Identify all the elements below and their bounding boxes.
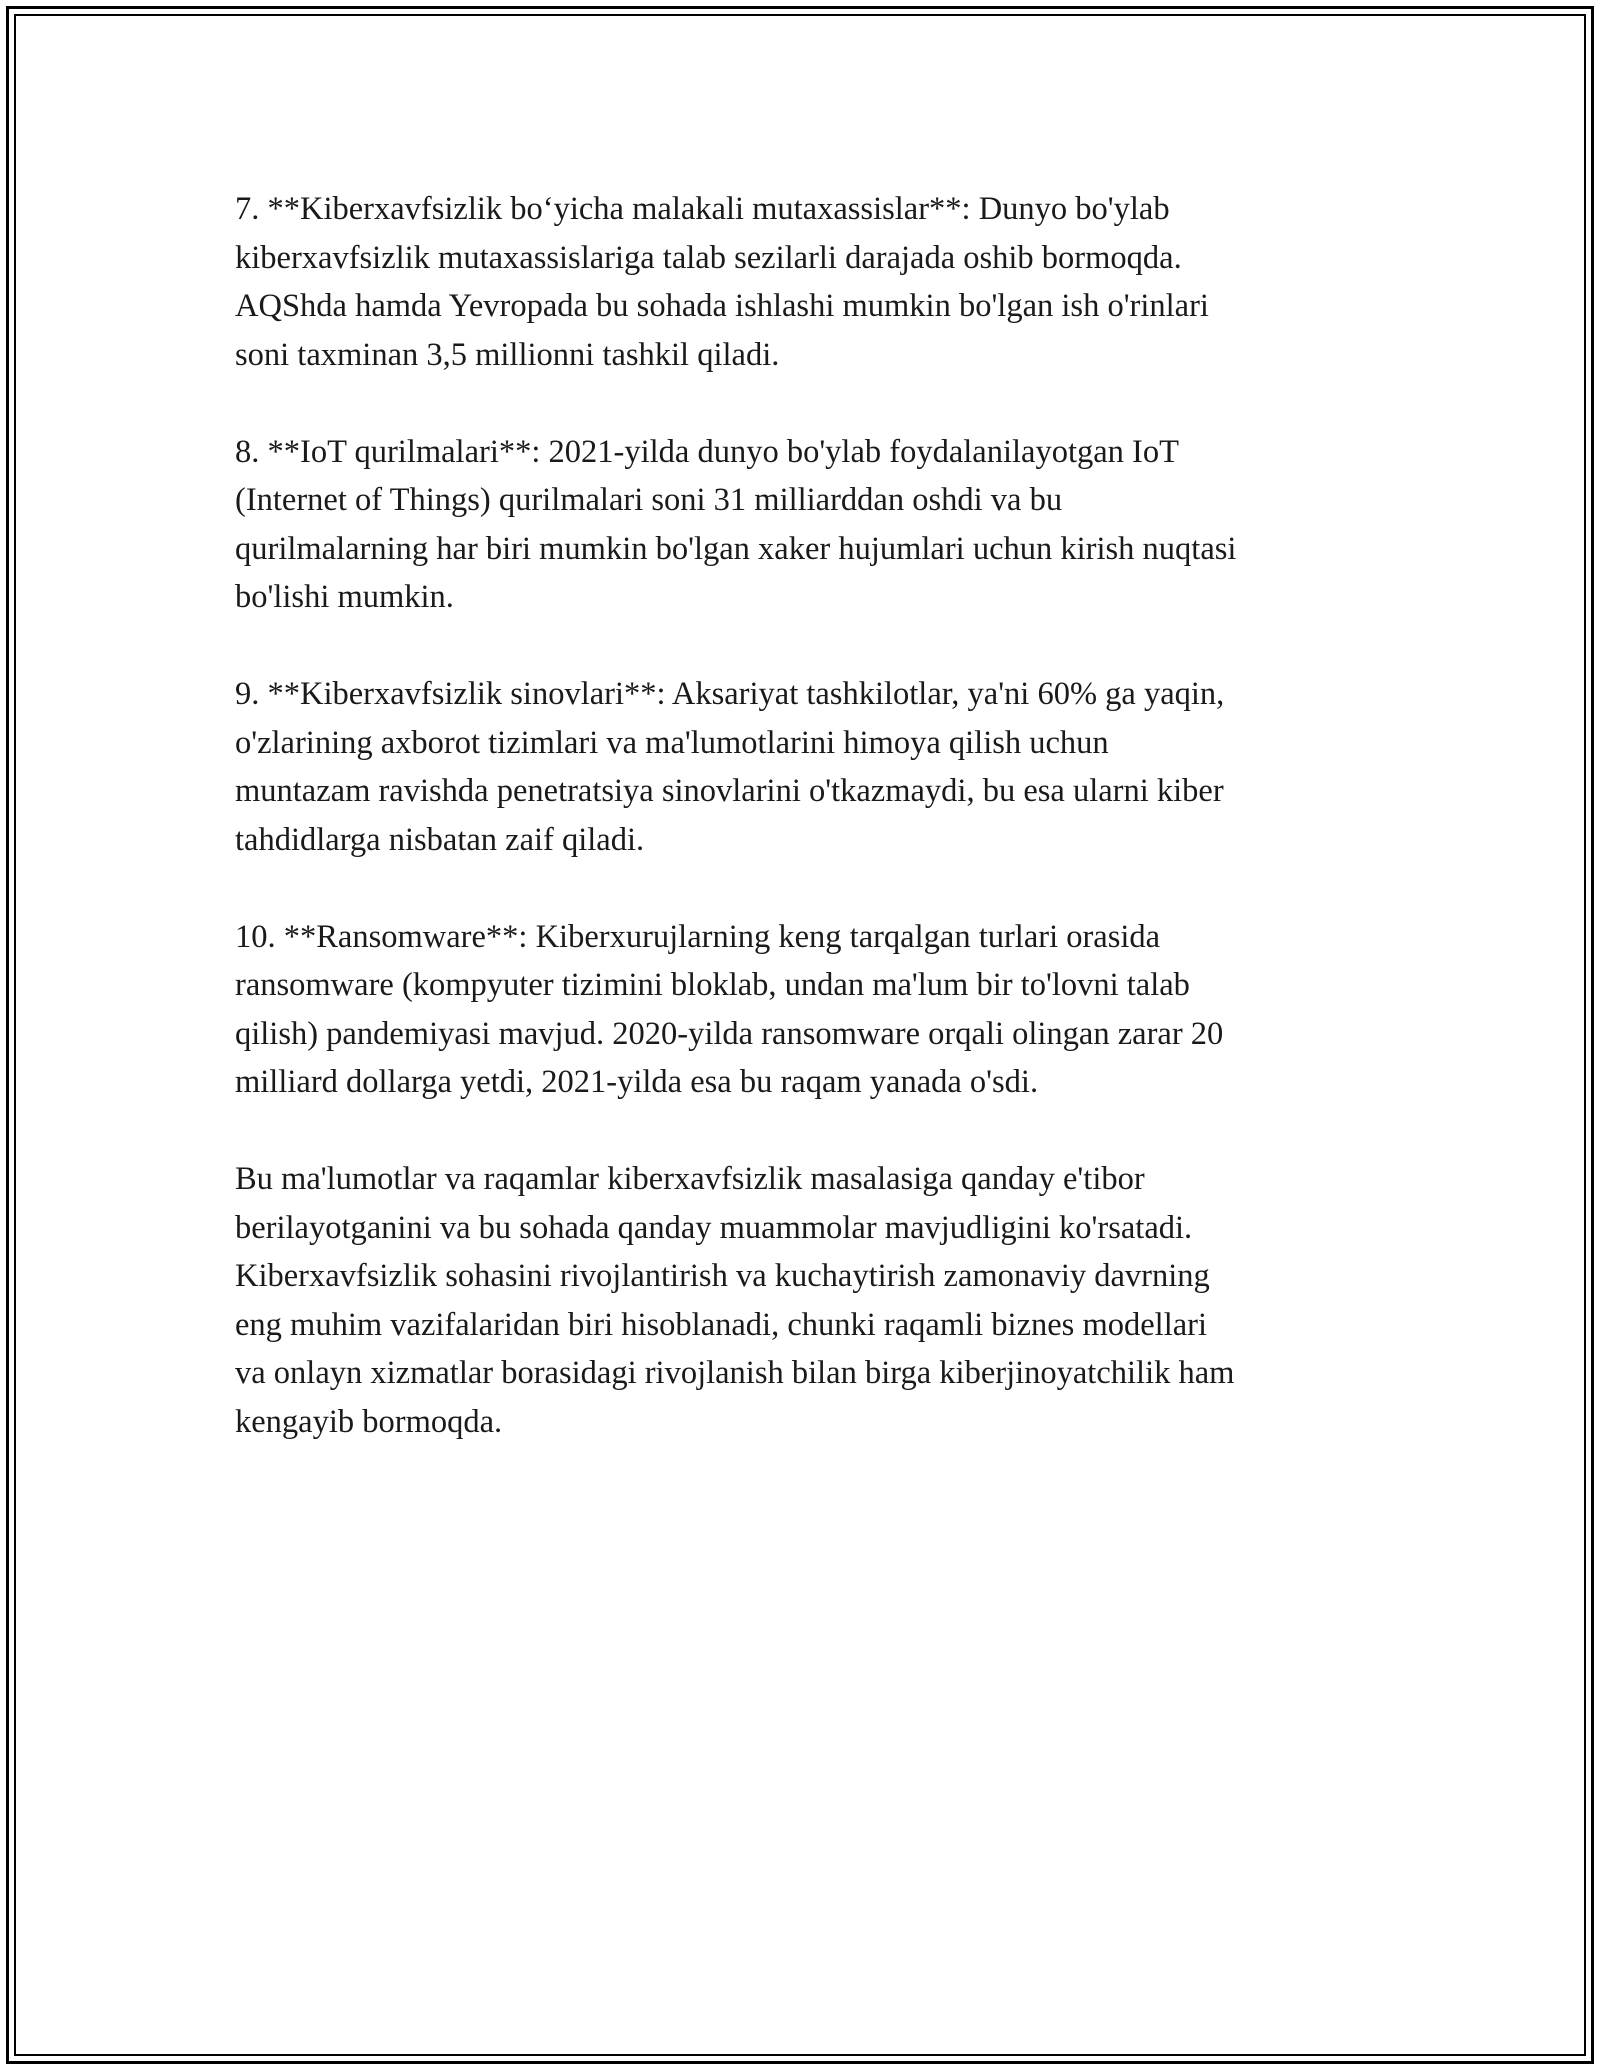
text-line: 10. **Ransomware**: Kiberxurujlarning keng tarqalgan turlari orasida xyxy=(235,918,1161,955)
text-line: ransomware (kompyuter tizimini bloklab, undan ma'lum bir to'lovni talab xyxy=(235,967,1190,1003)
text-line: kengayib bormoqda. xyxy=(235,1403,503,1440)
paragraph-cybersecurity-tests xyxy=(235,670,1375,864)
text-line: eng muhim vazifalaridan biri hisoblanadi, chunki raqamli biznes modellari xyxy=(235,1306,1208,1343)
text-line: (Internet of Things) qurilmalari soni 31 milliarddan oshdi va bu xyxy=(235,482,1063,518)
text-line: soni taxminan 3,5 millionni tashkil qiladi. xyxy=(235,336,780,373)
text-line: kiberxavfsizlik mutaxassislariga talab sezilarli darajada oshib bormoqda. xyxy=(235,239,1182,276)
text-line: Bu ma'lumotlar va raqamlar kiberxavfsizlik masalasiga qanday e'tibor xyxy=(235,1161,1145,1197)
text-line: o'zlarining axborot tizimlari va ma'lumotlarini himoya qilish uchun xyxy=(235,724,1109,761)
text-line: 9. **Kiberxavfsizlik sinovlari**: Aksariyat tashkilotlar, ya'ni 60% ga yaqin, xyxy=(235,676,1225,712)
paragraph-cybersecurity-specialists xyxy=(235,185,1375,379)
text-line: 8. **IoT qurilmalari**: 2021-yilda dunyo bo'ylab foydalanilayotgan IoT xyxy=(235,433,1179,470)
text-line: tahdidlarga nisbatan zaif qiladi. xyxy=(235,821,645,858)
text-line: 7. **Kiberxavfsizlik bo‘yicha malakali mutaxassislar**: Dunyo bo'ylab xyxy=(235,191,1170,227)
paragraph-ransomware xyxy=(235,913,1375,1107)
document-body xyxy=(235,185,1375,1495)
text-line: qilish) pandemiyasi mavjud. 2020-yilda ransomware orqali olingan zarar 20 xyxy=(235,1015,1224,1052)
text-line: milliard dollarga yetdi, 2021-yilda esa bu raqam yanada o'sdi. xyxy=(235,1064,1039,1100)
text-line: muntazam ravishda penetratsiya sinovlarini o'tkazmaydi, bu esa ularni kiber xyxy=(235,773,1224,809)
paragraph-iot-devices xyxy=(235,428,1375,622)
text-line: qurilmalarning har biri mumkin bo'lgan xaker hujumlari uchun kirish nuqtasi xyxy=(235,530,1237,567)
text-line: berilayotganini va bu sohada qanday muammolar mavjudligini ko'rsatadi. xyxy=(235,1209,1193,1246)
text-line: bo'lishi mumkin. xyxy=(235,579,454,615)
paragraph-conclusion xyxy=(235,1155,1375,1446)
text-line: Kiberxavfsizlik sohasini rivojlantirish va kuchaytirish zamonaviy davrning xyxy=(235,1258,1210,1294)
text-line: AQShda hamda Yevropada bu sohada ishlashi mumkin bo'lgan ish o'rinlari xyxy=(235,288,1209,324)
text-line: va onlayn xizmatlar borasidagi rivojlanish bilan birga kiberjinoyatchilik ham xyxy=(235,1355,1235,1391)
